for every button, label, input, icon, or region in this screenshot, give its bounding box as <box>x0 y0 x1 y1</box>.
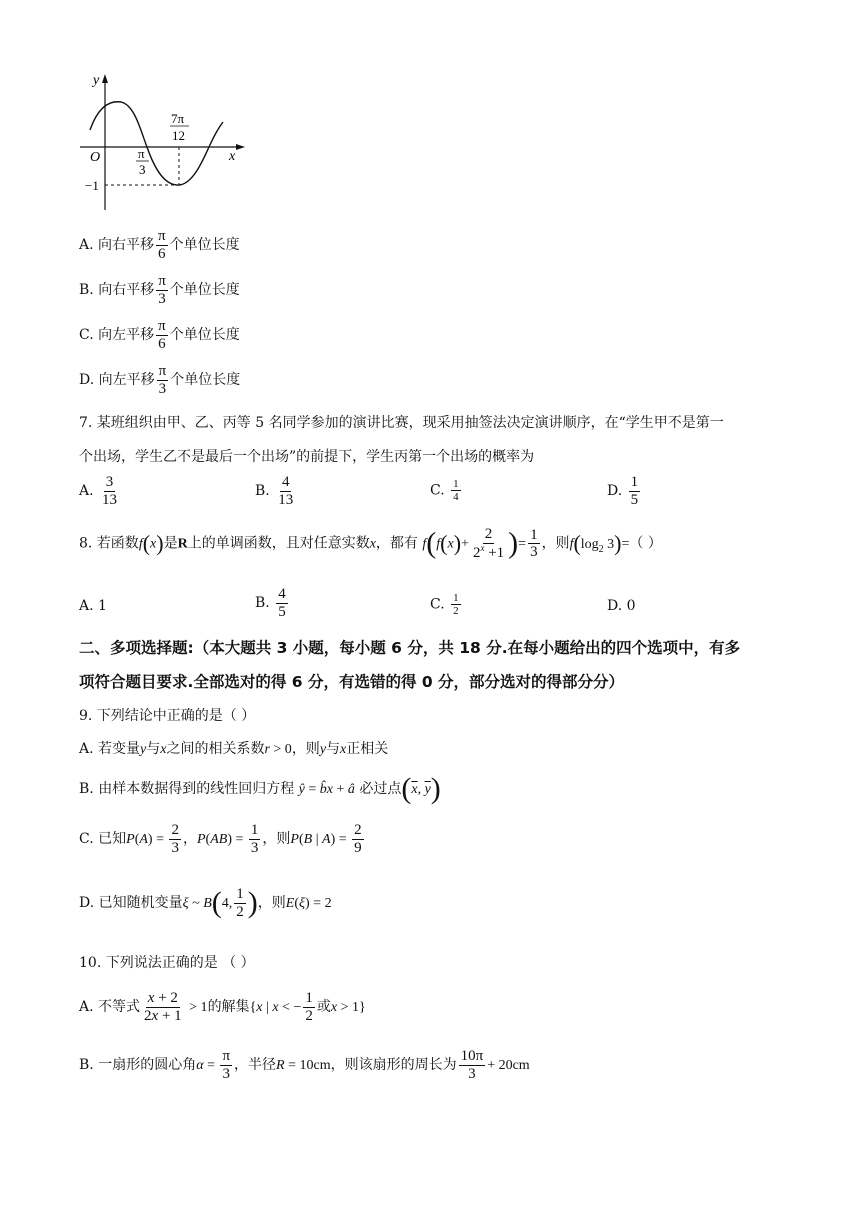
x-axis-label: x <box>229 149 236 164</box>
y-axis-label: y <box>93 73 100 88</box>
tick-pi3-den: 3 <box>139 162 146 177</box>
q10-option-b: B. 一扇形的圆心角α = $\frac{\pi}{3}$ ，半径R = 10cm，则该扇形的周长为 $\frac{10\pi}{3}$ + 20cm <box>79 1048 530 1082</box>
q7-stem-line1: 7. 某班组织由甲、乙、丙等 5 名同学参加的演讲比赛，现采用抽签法决定演讲顺序，在“学生甲不是第一 <box>79 415 724 431</box>
section2-heading-line1: 二、多项选择题:（本大题共 3 小题，每小题 6 分，共 18 分.在每小题给出的四个选项中，有多 <box>79 639 741 657</box>
q6-option-c: C. 向左平移 $\frac{\pi}{6}$ 个单位长度 <box>79 318 240 352</box>
q7-stem-line2: 个出场，学生乙不是最后一个出场”的前提下，学生丙第一个出场的概率为 <box>79 449 535 465</box>
q8-option-c: C. $\frac{1}{2}$ <box>430 592 459 618</box>
section2-heading-line2: 项符合题目要求.全部选对的得 6 分，有选错的得 0 分，部分选对的得部分分） <box>79 673 625 691</box>
q7-option-d: D. $\frac{1}{5}$ <box>607 474 639 508</box>
q10-stem: 10. 下列说法正确的是 （ ） <box>79 955 255 971</box>
q9-option-a: A. 若变量y与x之间的相关系数r > 0，则y与x正相关 <box>79 741 389 757</box>
q8-option-a: A. 1 <box>79 598 107 614</box>
tick-7pi12-den: 12 <box>172 128 185 143</box>
q6-option-a: A. 向右平移 $\frac{\pi}{6}$ 个单位长度 <box>79 228 240 262</box>
q8-option-b: B. $\frac{4}{5}$ <box>255 586 286 620</box>
sine-graph <box>75 70 255 215</box>
tick-neg-one: −1 <box>85 178 99 193</box>
q7-option-c: C. $\frac{1}{4}$ <box>430 478 459 504</box>
q8-option-d: D. 0 <box>607 598 636 614</box>
q9-stem: 9. 下列结论中正确的是（ ） <box>79 708 256 724</box>
q9-option-b: B. 由样本数据得到的线性回归方程 ŷ = b̂x + â 必过点($\overline{x}$, $\overline{y}$) <box>79 772 441 805</box>
q10-option-a: A. 不等式 $\frac{x + 2}{2x + 1}$ > 1的解集{x | x < − $\frac{1}{2}$ 或x > 1} <box>79 990 366 1024</box>
q7-option-a: A. $\frac{3}{13}$ <box>79 474 118 508</box>
q6-option-b: B. 向右平移 $\frac{\pi}{3}$ 个单位长度 <box>79 273 240 307</box>
q9-option-c: C. 已知P(A) = $\frac{2}{3}$ ，P(AB) = $\frac{1}{3}$ ，则P(B | A) = $\frac{2}{9}$ <box>79 822 362 856</box>
q8-stem: 8. 若函数f(x)是R上的单调函数，且对任意实数x，都有 f(f(x)+ $\frac{2}{2^x +1}$ )= $\frac{1}{3}$ ，则$f(\log_2$ 3)=（ ） <box>79 526 662 561</box>
q7-option-b: B. $\frac{4}{13}$ <box>255 474 294 508</box>
q6-option-d: D. 向左平移 $\frac{\pi}{3}$ 个单位长度 <box>79 363 241 397</box>
tick-7pi12-num: 7π <box>171 111 185 126</box>
origin-label: O <box>90 150 101 165</box>
q9-option-d: D. 已知随机变量ξ ~ B(4, $\frac{1}{2}$ )，则E(ξ) = 2 <box>79 886 332 920</box>
tick-pi3-num: π <box>138 146 145 161</box>
